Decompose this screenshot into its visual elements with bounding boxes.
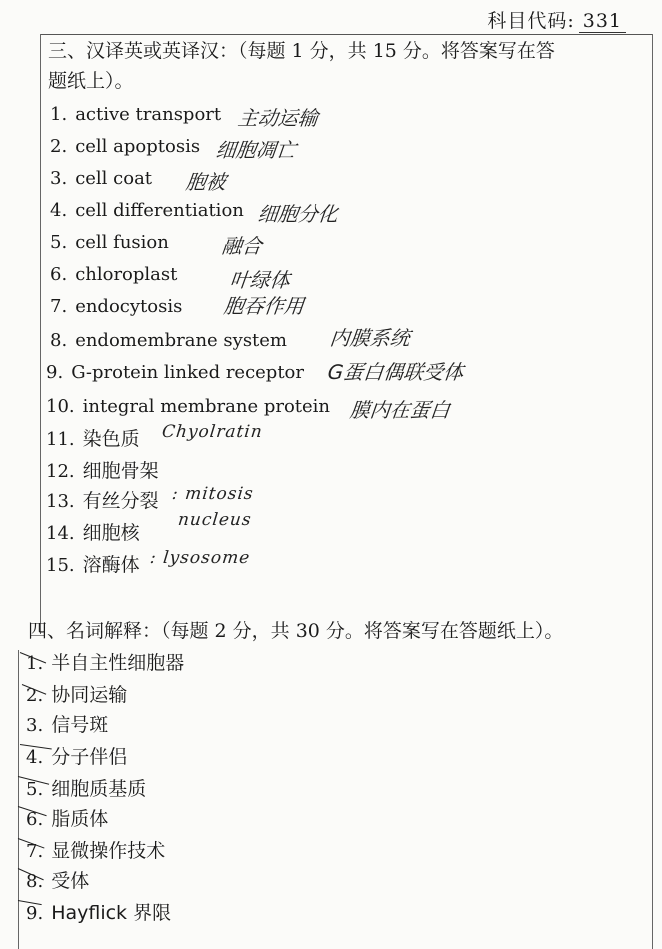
item-term: 分子伴侣: [51, 746, 128, 768]
s3-item-6: [50, 264, 177, 285]
s3-item-14: [46, 518, 140, 545]
item-number: 14.: [46, 523, 75, 544]
item-number: 3.: [50, 168, 68, 189]
handwritten-answer: 胞被: [184, 170, 228, 194]
section4-heading: 四、名词解释：（每题 2 分，共 30 分。将答案写在答题纸上）。: [28, 620, 564, 642]
item-term: 有丝分裂: [82, 490, 159, 512]
s3-item-1: [50, 104, 221, 125]
handwritten-answer: G蛋白偶联受体: [326, 360, 465, 384]
s3-item-11: [46, 424, 140, 451]
item-term: cell fusion: [75, 232, 169, 253]
item-number: 15.: [46, 555, 75, 576]
item-number: 1.: [26, 653, 44, 674]
item-term: 细胞质基质: [51, 778, 147, 800]
s4-item-5: [26, 774, 146, 801]
item-number: 12.: [46, 461, 75, 482]
item-term: endocytosis: [75, 296, 183, 317]
s3-item-3: [50, 168, 152, 189]
handwritten-answer: 膜内在蛋白: [348, 398, 452, 422]
item-number: 8.: [50, 330, 68, 351]
handwritten-answer: : lysosome: [148, 548, 252, 568]
item-term: cell differentiation: [75, 200, 244, 221]
section3-heading: [48, 36, 648, 96]
section3-heading-line2: 题纸上）。: [48, 70, 134, 92]
s3-item-5: [50, 232, 169, 253]
item-number: 7.: [50, 296, 68, 317]
item-number: 1.: [50, 104, 68, 125]
s4-item-7: [26, 836, 165, 863]
s3-item-10: [46, 396, 330, 417]
handwritten-answer: 细胞凋亡: [214, 138, 298, 162]
item-number: 2.: [26, 685, 44, 706]
item-number: 10.: [46, 396, 75, 417]
item-number: 9.: [26, 903, 44, 924]
item-term: chloroplast: [75, 264, 178, 285]
item-number: 6.: [50, 264, 68, 285]
handwritten-answer: 细胞分化: [256, 202, 340, 226]
item-term: 显微操作技术: [51, 840, 166, 862]
item-term: 染色质: [82, 428, 140, 450]
item-term: 脂质体: [51, 808, 109, 830]
item-number: 5.: [26, 779, 44, 800]
item-number: 8.: [26, 871, 44, 892]
item-term: 受体: [51, 870, 90, 892]
item-term: 信号斑: [51, 714, 109, 736]
item-number: 3.: [26, 715, 44, 736]
s3-item-13: [46, 486, 159, 513]
handwritten-answer: nucleus: [176, 510, 253, 530]
s3-item-9: [46, 362, 304, 383]
s3-item-12: [46, 456, 159, 483]
item-term: G-protein linked receptor: [71, 362, 305, 383]
item-number: 2.: [50, 136, 68, 157]
frame-top-line: [40, 34, 652, 35]
subject-code: [487, 6, 626, 33]
s3-item-2: [50, 136, 200, 157]
item-term: cell coat: [75, 168, 153, 189]
handwritten-answer: 叶绿体: [228, 268, 292, 292]
frame-right-line: [652, 34, 653, 949]
handwritten-answer: : mitosis: [170, 484, 255, 504]
handwritten-answer: 主动运输: [236, 106, 320, 130]
handwritten-answer: 融合: [220, 234, 264, 258]
subject-code-label: 科目代码:: [487, 10, 575, 32]
item-term: 半自主性细胞器: [51, 652, 185, 674]
s4-item-6: [26, 804, 108, 831]
item-term: Hayflick 界限: [51, 902, 172, 924]
handwritten-answer: Chyolratin: [160, 422, 264, 442]
item-term: 协同运输: [51, 684, 128, 706]
s4-item-3: [26, 710, 108, 737]
item-number: 11.: [46, 429, 75, 450]
s3-item-15: [46, 550, 140, 577]
item-term: 溶酶体: [82, 554, 140, 576]
item-term: 细胞核: [82, 522, 140, 544]
s4-item-1: [26, 648, 184, 675]
item-term: 细胞骨架: [82, 460, 159, 482]
item-number: 13.: [46, 491, 75, 512]
s3-item-4: [50, 200, 244, 221]
s3-item-8: [50, 330, 287, 351]
item-term: cell apoptosis: [75, 136, 201, 157]
frame-left-line: [40, 34, 41, 634]
handwritten-answer: 内膜系统: [328, 326, 412, 350]
item-number: 4.: [50, 200, 68, 221]
item-number: 9.: [46, 362, 64, 383]
subject-code-value: 331: [579, 10, 626, 33]
item-number: 6.: [26, 809, 44, 830]
section3-heading-line1: 三、汉译英或英译汉：（每题 1 分，共 15 分。将答案写在答: [48, 40, 555, 62]
item-number: 7.: [26, 841, 44, 862]
item-term: active transport: [75, 104, 222, 125]
s3-item-7: [50, 296, 182, 317]
s4-item-8: [26, 866, 89, 893]
item-term: integral membrane protein: [82, 396, 331, 417]
frame-left-line-lower: [18, 650, 19, 949]
item-number: 5.: [50, 232, 68, 253]
item-number: 4.: [26, 747, 44, 768]
s4-item-9: [26, 898, 171, 925]
s4-item-2: [26, 680, 127, 707]
handwritten-answer: 胞吞作用: [222, 294, 306, 318]
item-term: endomembrane system: [75, 330, 288, 351]
